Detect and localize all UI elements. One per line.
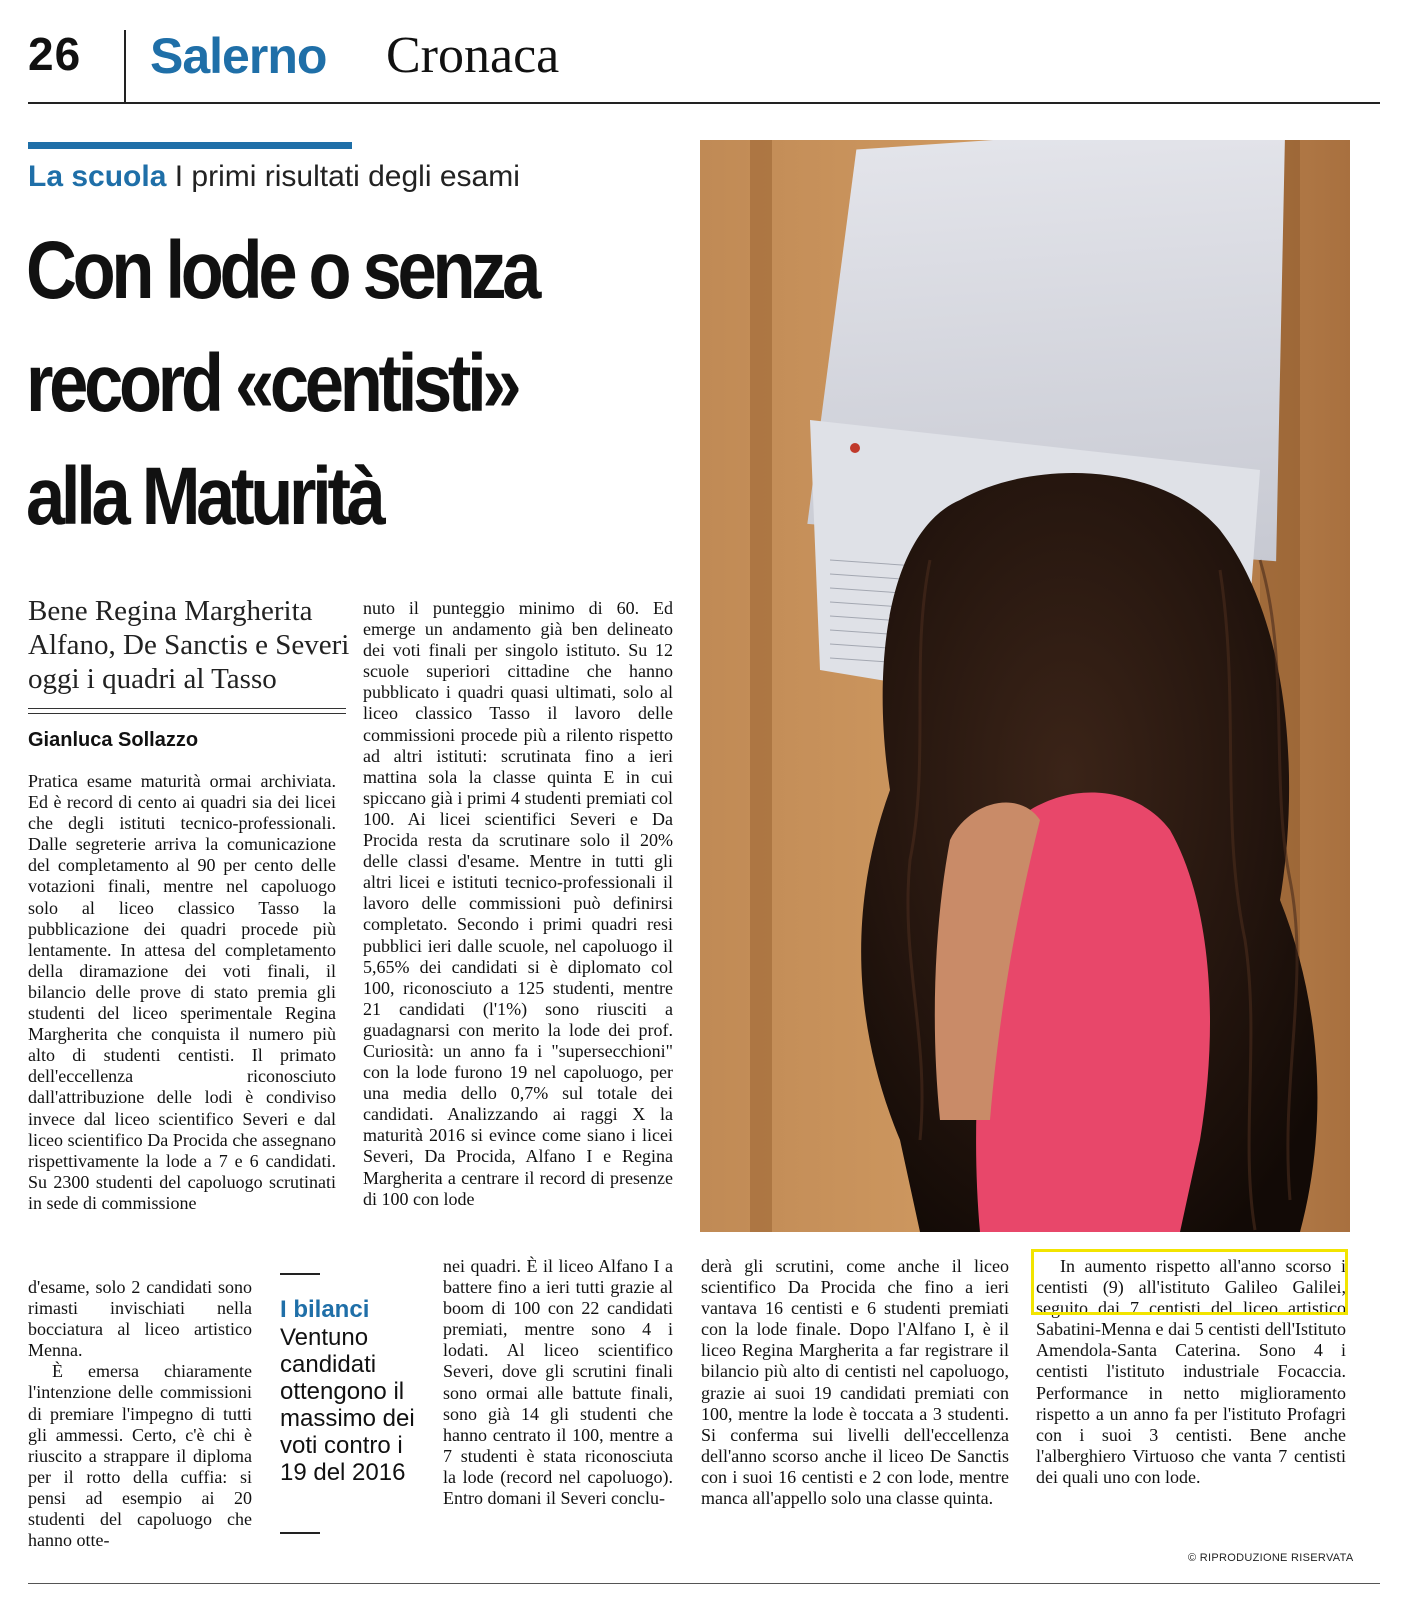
- subsection-name: Cronaca: [386, 27, 560, 84]
- body-paragraph: nei quadri. È il liceo Alfano I a battere fino a ieri tutti grazie al boom di 100 con 22 candidati premiati, mentre sono 4 i lodati. Al liceo scientifico Severi, dove gli scrutini finali sono ormai alle battute finali, sono già 14 gli studenti che hanno centrato il 100, mentre a 7 studenti è stata riconosciuta la lode (record nel capoluogo). Entro domani il Severi conclu-: [443, 1256, 673, 1509]
- box-rule-top: [280, 1273, 320, 1275]
- page-number: 26: [28, 28, 82, 80]
- highlight-box: [1031, 1249, 1348, 1315]
- subhead-line-3: oggi i quadri al Tasso: [28, 663, 277, 695]
- body-paragraph: Pratica esame maturità ormai archiviata. Ed è record di cento ai quadri sia dei licei che degli istituti tecnico-professionali. Dalle segreterie arriva la comunicazione del completamento al 90 per cento delle votazioni finali, mentre nel capoluogo solo al liceo classico Tasso la pubblicazione dei quadri procede più lentamente. In attesa del completamento della diramazione dei voti finali, il bilancio delle prove di stato premia gli studenti del liceo sperimentale Regina Margherita che conquista il numero più alto di studenti centisti. Il primato dell'eccellenza riconosciuto dall'attribuzione delle lodi è condiviso invece dal liceo scientifico Severi e dal liceo scientifico Da Procida che assegnano rispettivamente la lode a 7 e 6 candidati. Su 2300 studenti del capoluogo scrutinati in sede di commissione: [28, 771, 336, 1213]
- body-paragraph: È emersa chiaramente l'intenzione delle commissioni di premiare l'impegno di tutti gli ammessi. Certo, c'è chi è riuscito a strappare il diploma per il rotto della cuffia: si pensi ad esempio ai 20 studenti del capoluogo che hanno otte-: [28, 1361, 252, 1551]
- headline-line-1: Con lode o senza: [26, 225, 538, 316]
- body-column-3: [701, 1256, 1009, 1509]
- copyright-notice: © RIPRODUZIONE RISERVATA: [1188, 1552, 1354, 1564]
- kicker-separator: I: [174, 160, 184, 193]
- box-text: Ventuno candidati ottengono il massimo dei voti contro i 19 del 2016: [280, 1324, 415, 1486]
- box-title: I bilanci: [280, 1296, 370, 1323]
- subhead-rule-top: [28, 708, 346, 709]
- body-paragraph: nuto il punteggio minimo di 60. Ed emerge un andamento già ben delineato dei voti finali per singolo istituto. Su 12 scuole superiori cittadine che hanno pubblicato i quadri quasi ultimati, solo al liceo classico Tasso il lavoro delle commissioni procede più a rilento rispetto ad altri istituti: scrutinata fino a ieri mattina sola la classe quinta E in cui spiccano già i primi 4 studenti premiati col 100. Ai licei scientifici Severi e Da Procida resta da scrutinare solo il 20% delle classi d'esame. Mentre in tutti gli altri licei e istituti tecnico-professionali il lavoro delle commissioni può definirsi completato. Secondo i primi quadri resi pubblici ieri dalle scuole, nel capoluogo il 5,65% dei candidati si è diplomato col 100, riconosciuto a 125 studenti, mentre 21 candidati (l'1%) sono riusciti a guadagnarsi con merito la lode dei prof. Curiosità: un anno fa i "supersecchioni" con la lode furono 19 nel capoluogo, per una media dello 0,7% sul totale dei candidati. Analizzando ai raggi X la maturità 2016 si evince come siano i licei Severi, Da Procida, Alfano I e Regina Margherita a centrare il record di presenze di 100 con lode: [363, 598, 673, 1209]
- headline-line-2: record «centisti»: [26, 338, 518, 429]
- author-byline: Gianluca Sollazzo: [28, 729, 199, 751]
- bottom-rule: [28, 1583, 1380, 1584]
- body-column-1: [28, 771, 336, 1214]
- body-paragraph: derà gli scrutini, come anche il liceo scientifico Da Procida che fino a ieri vantava 16 centisti e 6 studenti premiati con la lode finale. Dopo l'Alfano I, è il liceo Regina Margherita a far registrare il bilancio più alto di centisti nel capoluogo, grazie ai suoi 19 candidati premiati con 100, mentre la lode è toccata a 3 studenti. Si conferma sui livelli dell'eccellenza dell'anno scorso anche il liceo De Sanctis con i suoi 16 centisti e 2 con lode, mentre manca all'appello solo una classe quinta.: [701, 1256, 1009, 1509]
- subhead-line-1: Bene Regina Margherita: [28, 595, 313, 627]
- header-rule: [28, 102, 1380, 104]
- body-column-2: [363, 598, 673, 1210]
- headline-line-3: alla Maturità: [26, 451, 382, 542]
- photo-girl-reading-results: [700, 140, 1350, 1232]
- section-name: Salerno: [150, 28, 327, 84]
- headline: [26, 214, 611, 553]
- body-paragraph: In aumento rispetto all'anno scorso i centisti (9) all'istituto Galileo Galilei, seguito dai 7 centisti del liceo artistico Sabatini-Menna e dai 5 centisti dell'Istituto Amendola-Santa Caterina. Sono 4 i centisti l'istituto industriale Focaccia. Performance in netto miglioramento rispetto a un anno fa per l'istituto Profagri con i suoi 3 centisti. Bene anche l'alberghiero Virtuoso che vanta 7 centisti dei quali uno con lode.: [1036, 1256, 1346, 1487]
- kicker-text: primi risultati degli esami: [191, 160, 520, 193]
- box-rule-bottom: [280, 1532, 320, 1534]
- body-paragraph: d'esame, solo 2 candidati sono rimasti invischiati nella bocciatura al liceo artistico Menna.: [28, 1277, 252, 1361]
- kicker-bar: [28, 142, 352, 149]
- body-column-2-continued: [443, 1256, 673, 1509]
- subhead: [28, 594, 368, 696]
- article-photo: [700, 140, 1350, 1232]
- header-separator: [124, 30, 126, 104]
- kicker-topic: La scuola: [28, 160, 167, 193]
- subhead-rule-bottom: [28, 713, 346, 714]
- subhead-line-2: Alfano, De Sanctis e Severi: [28, 629, 350, 661]
- body-column-1-continued: [28, 1277, 252, 1551]
- kicker: [28, 158, 520, 196]
